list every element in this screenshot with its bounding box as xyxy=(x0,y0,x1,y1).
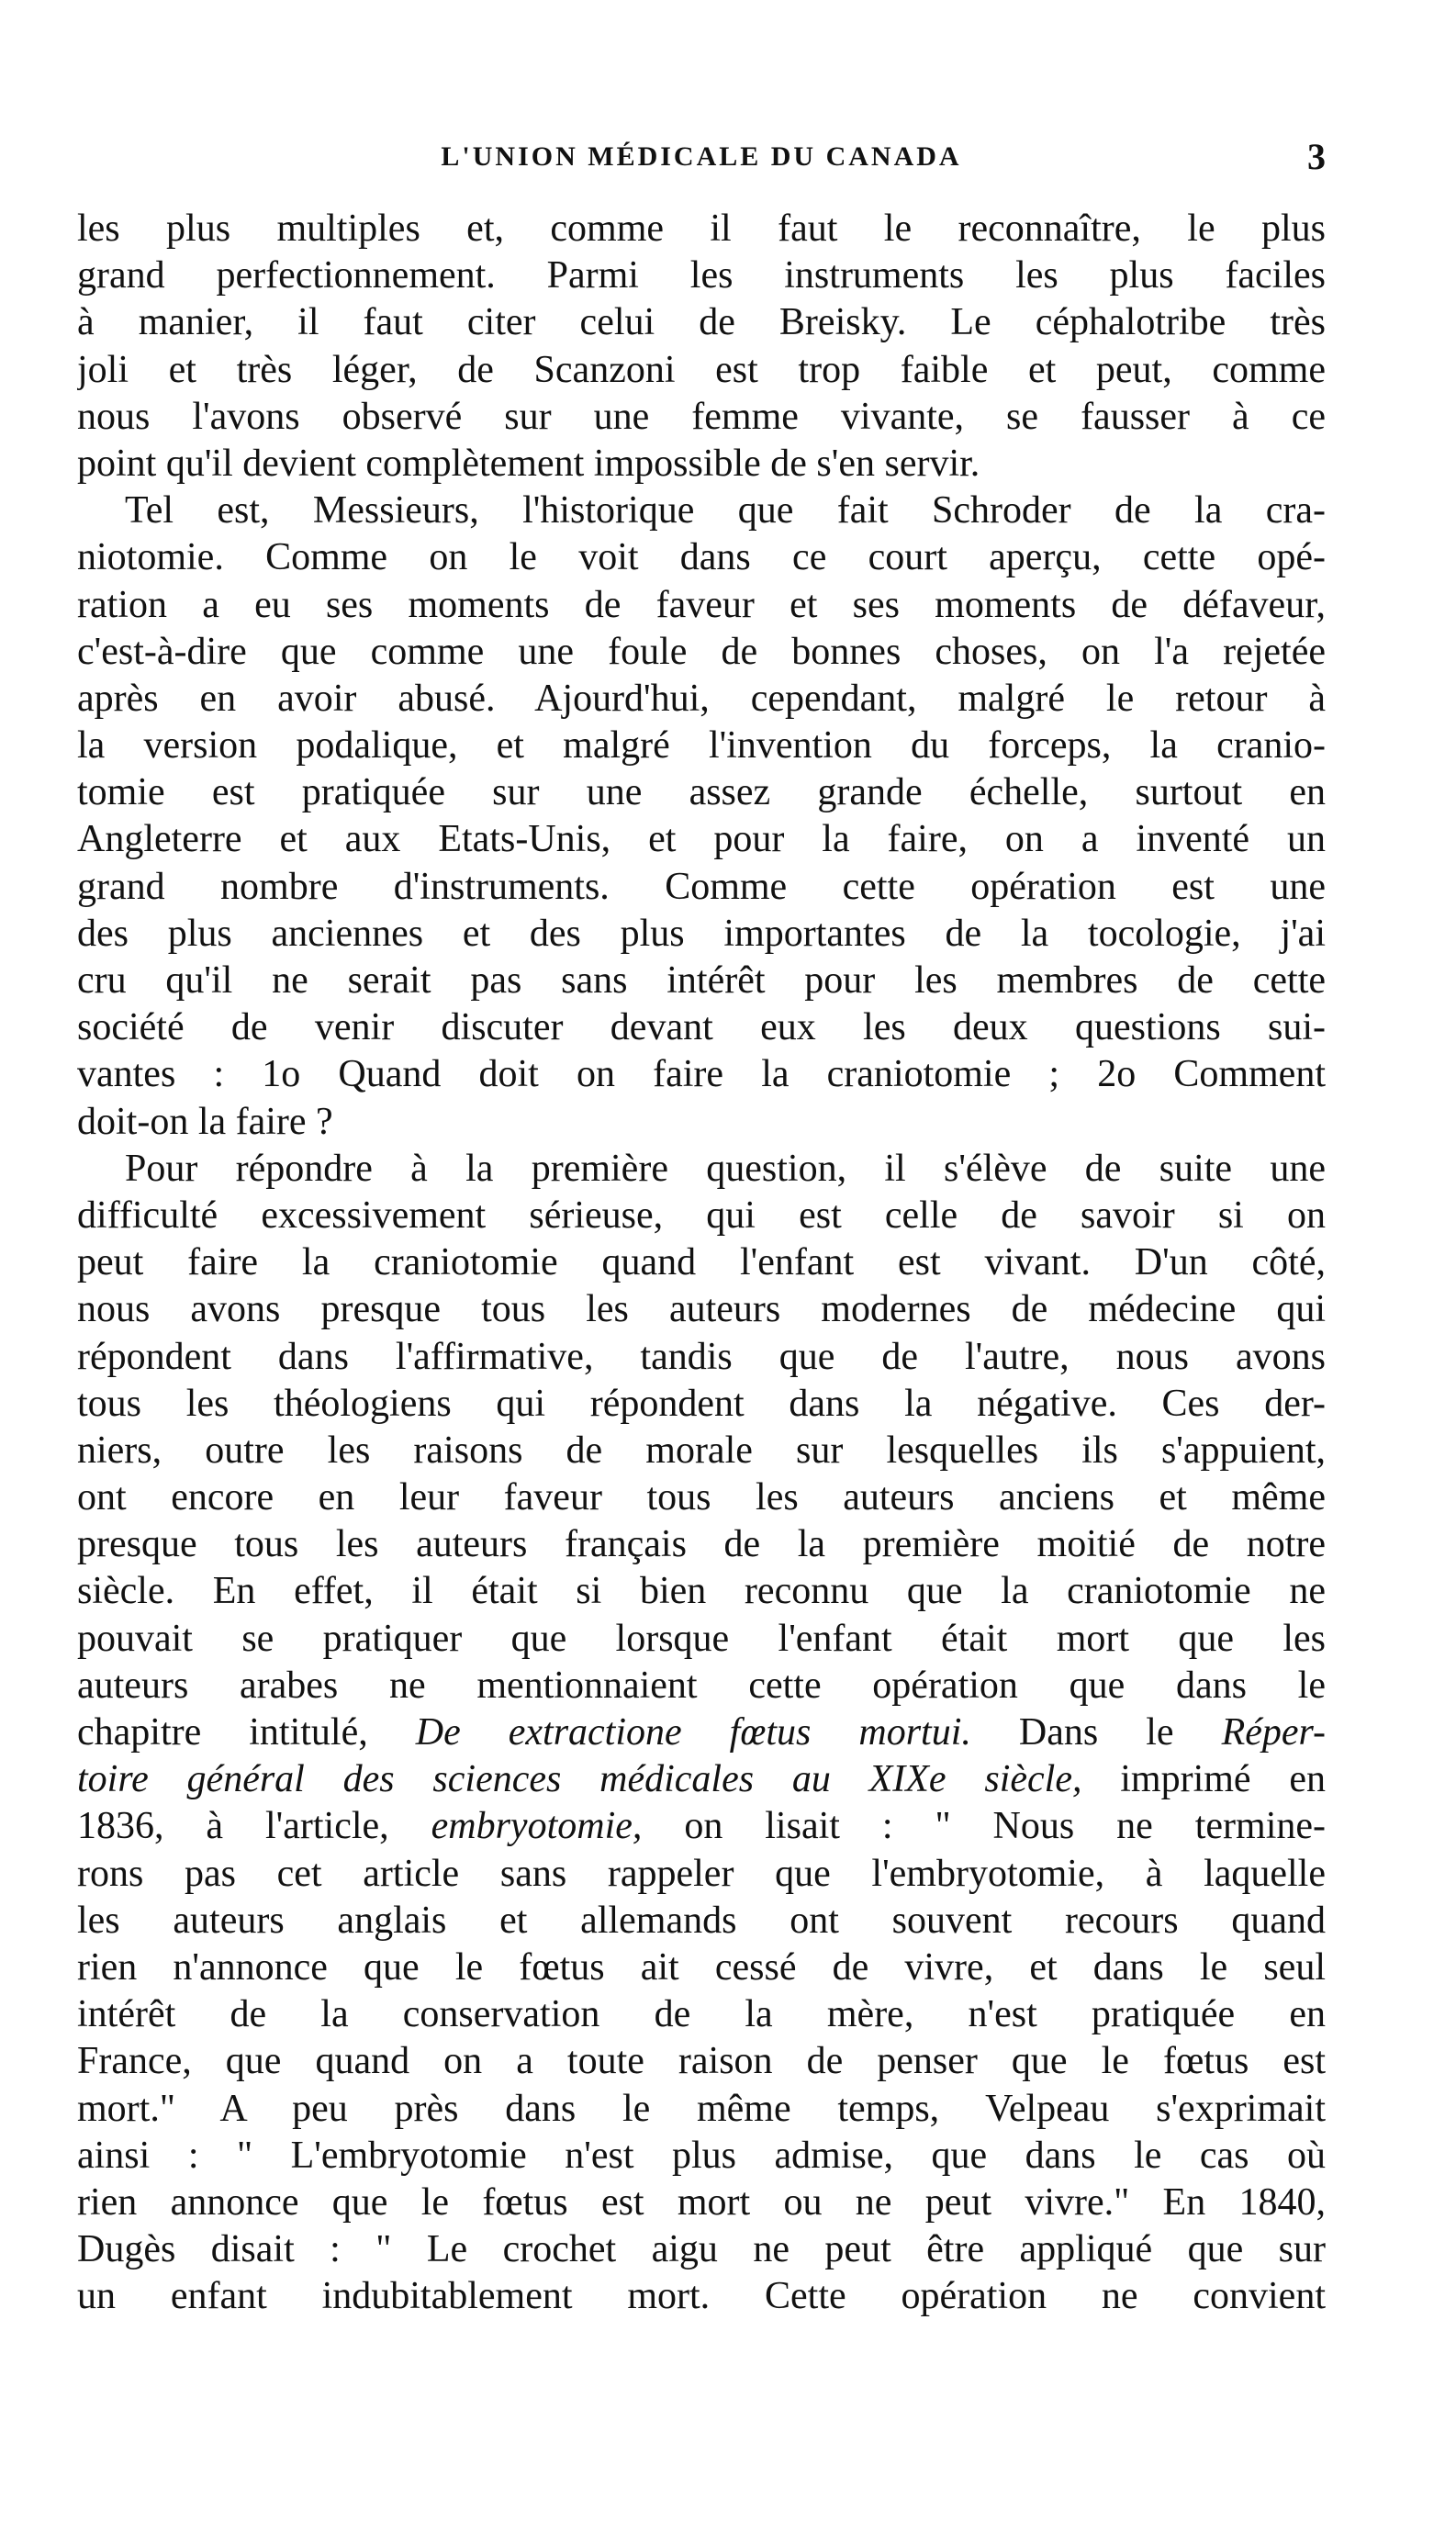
text-line: rien annonce que le fœtus est mort ou ne peut vivre." En 1840, xyxy=(77,2180,1326,2224)
text-line: ont encore en leur faveur tous les auteurs anciens et même xyxy=(77,1476,1326,1519)
text-line: rien n'annonce que le fœtus ait cessé de vivre, et dans le seul xyxy=(77,1945,1326,1989)
text-line-mixed xyxy=(77,1709,1326,1756)
text-line: difficulté excessivement sérieuse, qui est celle de savoir si on xyxy=(77,1194,1326,1237)
text-line: répondent dans l'affirmative, tandis que de l'autre, nous avons xyxy=(77,1335,1326,1378)
text-line: point qu'il devient complètement impossible de s'en servir. xyxy=(77,442,980,485)
text-line: Angleterre et aux Etats-Unis, et pour la faire, on a inventé un xyxy=(77,818,1326,861)
text-line: un enfant indubitablement mort. Cette opération ne convient xyxy=(77,2275,1326,2318)
text-line: France, que quand on a toute raison de penser que le fœtus est xyxy=(77,2040,1326,2083)
text-line: joli et très léger, de Scanzoni est trop faible et peut, comme xyxy=(77,348,1326,391)
text-line: à manier, il faut citer celui de Breisky. Le céphalotribe très xyxy=(77,301,1326,344)
text-line: nous avons presque tous les auteurs modernes de médecine qui xyxy=(77,1288,1326,1331)
body-text xyxy=(77,206,1326,2320)
text-line: cru qu'il ne serait pas sans intérêt pour les membres de cette xyxy=(77,959,1326,1002)
text-line: doit-on la faire ? xyxy=(77,1100,333,1143)
text-line: mort." A peu près dans le même temps, Velpeau s'exprimait xyxy=(77,2087,1326,2130)
page-header xyxy=(77,134,1326,180)
text-line: grand nombre d'instruments. Comme cette opération est une xyxy=(77,865,1326,908)
text-line-mixed xyxy=(77,1756,1326,1803)
text-line: Tel est, Messieurs, l'historique que fait Schroder de la cra- xyxy=(125,489,1326,532)
italic-title: De extractione fœtus mortui. xyxy=(415,1711,971,1754)
text-line-mixed xyxy=(77,1803,1326,1850)
text-line: des plus anciennes et des plus importantes de la tocologie, j'ai xyxy=(77,912,1326,955)
text-line: la version podalique, et malgré l'invention du forceps, la cranio- xyxy=(77,724,1326,768)
text-line: Pour répondre à la première question, il s'élève de suite une xyxy=(125,1147,1326,1190)
text-line: auteurs arabes ne mentionnaient cette opération que dans le xyxy=(77,1664,1326,1707)
page-number: 3 xyxy=(1307,136,1326,177)
text-line: peut faire la craniotomie quand l'enfant est vivant. D'un côté, xyxy=(77,1241,1326,1284)
text-run: on lisait : " Nous ne termine- xyxy=(684,1805,1326,1848)
text-line: ainsi : " L'embryotomie n'est plus admise, que dans le cas où xyxy=(77,2134,1326,2177)
text-line: Dugès disait : " Le crochet aigu ne peut être appliqué que sur xyxy=(77,2228,1326,2271)
text-line: niotomie. Comme on le voit dans ce court aperçu, cette opé- xyxy=(77,536,1326,579)
text-line: les plus multiples et, comme il faut le reconnaître, le plus xyxy=(77,207,1326,250)
text-line: tomie est pratiquée sur une assez grande échelle, surtout en xyxy=(77,771,1326,814)
text-line: les auteurs anglais et allemands ont souvent recours quand xyxy=(77,1899,1326,1942)
text-run: chapitre intitulé, xyxy=(77,1711,368,1754)
text-line: pouvait se pratiquer que lorsque l'enfant était mort que les xyxy=(77,1617,1326,1660)
text-line: société de venir discuter devant eux les deux questions sui- xyxy=(77,1006,1326,1049)
text-line: intérêt de la conservation de la mère, n'est pratiquée en xyxy=(77,1993,1326,2036)
text-line: grand perfectionnement. Parmi les instruments les plus faciles xyxy=(77,254,1326,297)
text-line: c'est-à-dire que comme une foule de bonnes choses, on l'a rejetée xyxy=(77,630,1326,673)
text-line: niers, outre les raisons de morale sur lesquelles ils s'appuient, xyxy=(77,1429,1326,1472)
italic-title: toire général des sciences médicales au XIXe siècle, xyxy=(77,1758,1082,1801)
text-line: tous les théologiens qui répondent dans la négative. Ces der- xyxy=(77,1382,1326,1425)
text-line: presque tous les auteurs français de la première moitié de notre xyxy=(77,1523,1326,1566)
text-run: Dans le xyxy=(1018,1711,1174,1754)
text-line: vantes : 1o Quand doit on faire la craniotomie ; 2o Comment xyxy=(77,1053,1326,1096)
text-run: imprimé en xyxy=(1120,1758,1326,1801)
text-line: après en avoir abusé. Ajourd'hui, cependant, malgré le retour à xyxy=(77,677,1326,720)
text-run: 1836, à l'article, xyxy=(77,1805,389,1848)
text-line: rons pas cet article sans rappeler que l'embryotomie, à laquelle xyxy=(77,1852,1326,1895)
text-line: siècle. En effet, il était si bien reconnu que la craniotomie ne xyxy=(77,1570,1326,1613)
text-line: ration a eu ses moments de faveur et ses moments de défaveur, xyxy=(77,583,1326,626)
italic-term: embryotomie, xyxy=(431,1805,643,1848)
italic-title: Réper- xyxy=(1221,1711,1326,1754)
running-title: L'UNION MÉDICALE DU CANADA xyxy=(441,141,962,172)
text-line: nous l'avons observé sur une femme vivante, se fausser à ce xyxy=(77,395,1326,438)
